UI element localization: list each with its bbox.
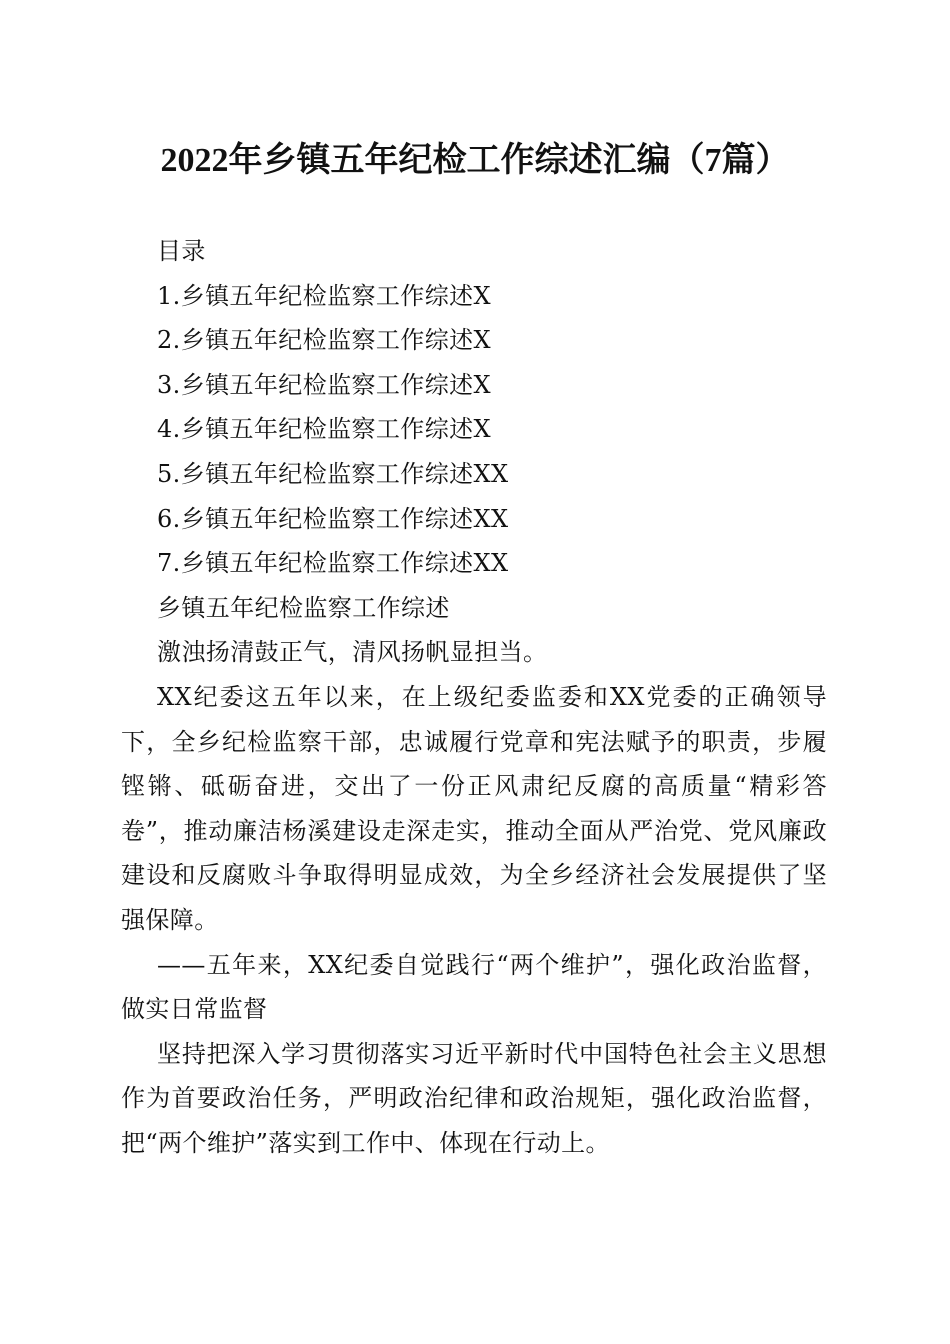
- section-heading: ——五年来，XX纪委自觉践行“两个维护”，强化政治监督，做实日常监督: [121, 950, 827, 1024]
- body-paragraph: XX纪委这五年以来，在上级纪委监委和XX党委的正确领导下，全乡纪检监察干部，忠诚履行党章和宪法赋予的职责，步履铿锵、砥砺奋进，交出了一份正风肃纪反腐的高质量“精彩答卷”，推动廉洁杨溪建设走深走实，推动全面从严治党、党风廉政建设和反腐败斗争取得明显成效，为全乡经济社会发展提供了坚强保障。: [121, 682, 827, 934]
- toc-item: 2.乡镇五年纪检监察工作综述X: [157, 326, 491, 355]
- toc-list: [121, 274, 827, 586]
- article-title: 乡镇五年纪检监察工作综述: [157, 593, 450, 622]
- toc-item: 7.乡镇五年纪检监察工作综述XX: [157, 549, 509, 578]
- toc-heading: 目录: [157, 237, 206, 265]
- toc-item: 4.乡镇五年纪检监察工作综述X: [157, 415, 491, 444]
- toc-item: 5.乡镇五年纪检监察工作综述XX: [157, 459, 509, 488]
- toc-item: 3.乡镇五年纪检监察工作综述X: [157, 370, 491, 399]
- body-paragraph: 坚持把深入学习贯彻落实习近平新时代中国特色社会主义思想作为首要政治任务，严明政治纪律和政治规矩，强化政治监督，把“两个维护”落实到工作中、体现在行动上。: [121, 1039, 827, 1157]
- toc-item: 6.乡镇五年纪检监察工作综述XX: [157, 504, 509, 533]
- article-subtitle: 激浊扬清鼓正气，清风扬帆显担当。: [157, 638, 548, 667]
- document-title: 2022年乡镇五年纪检工作综述汇编（7篇）: [160, 142, 790, 179]
- toc-item: 1.乡镇五年纪检监察工作综述X: [157, 281, 491, 310]
- document-body: [121, 229, 827, 1165]
